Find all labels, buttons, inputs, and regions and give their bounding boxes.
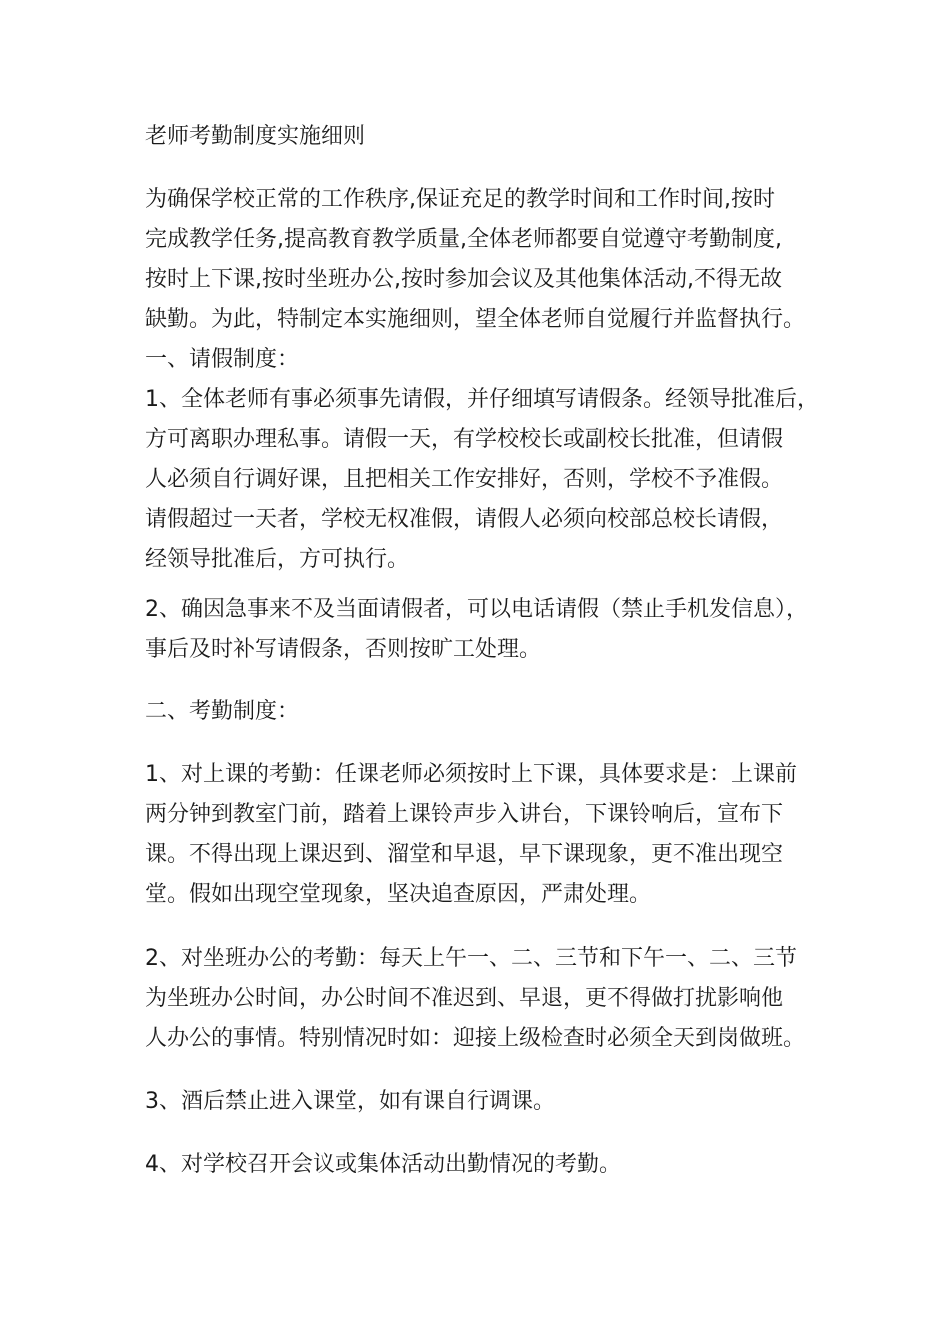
section1-item1-line-4: 请假超过一天者，学校无权准假，请假人必须向校部总校长请假， — [145, 507, 784, 532]
section1-item1-line-5: 经领导批准后，方可执行。 — [145, 547, 410, 572]
section2-item2-line-2: 为坐班办公时间，办公时间不准迟到、早退，更不得做打扰影响他 — [145, 986, 784, 1011]
intro-line-3: 按时上下课,按时坐班办公,按时参加会议及其他集体活动,不得无故 — [145, 267, 782, 292]
section2-item3: 3、酒后禁止进入课堂，如有课自行调课。 — [145, 1089, 555, 1114]
section1-heading: 一、请假制度： — [145, 347, 300, 372]
section2-heading: 二、考勤制度： — [145, 699, 300, 724]
section1-item2-line-1: 2、确因急事来不及当面请假者，可以电话请假（禁止手机发信息）， — [145, 597, 808, 622]
section2-item4: 4、对学校召开会议或集体活动出勤情况的考勤。 — [145, 1152, 621, 1177]
section2-item1-line-3: 课。不得出现上课迟到、溜堂和早退，早下课现象，更不准出现空 — [145, 842, 784, 867]
intro-line-4: 缺勤。为此，特制定本实施细则，望全体老师自觉履行并监督执行。 — [145, 307, 806, 332]
intro-line-2: 完成教学任务,提高教育教学质量,全体老师都要自觉遵守考勤制度, — [145, 227, 782, 252]
section2-item2-line-1: 2、对坐班办公的考勤：每天上午一、二、三节和下午一、二、三节 — [145, 946, 797, 971]
section1-item1-line-3: 人必须自行调好课，且把相关工作安排好，否则，学校不予准假。 — [145, 467, 784, 492]
section2-item1-line-4: 堂。假如出现空堂现象，坚决追查原因，严肃处理。 — [145, 882, 652, 907]
section1-item2-line-2: 事后及时补写请假条，否则按旷工处理。 — [145, 637, 542, 662]
intro-line-1: 为确保学校正常的工作秩序,保证充足的教学时间和工作时间,按时 — [145, 187, 775, 212]
section2-item2-line-3: 人办公的事情。特别情况时如：迎接上级检查时必须全天到岗做班。 — [145, 1026, 806, 1051]
section2-item1-line-1: 1、对上课的考勤：任课老师必须按时上下课，具体要求是：上课前 — [145, 762, 797, 787]
document-title: 老师考勤制度实施细则 — [145, 124, 366, 149]
section1-item1-line-1: 1、全体老师有事必须事先请假，并仔细填写请假条。经领导批准后， — [145, 387, 819, 412]
section1-item1-line-2: 方可离职办理私事。请假一天，有学校校长或副校长批准，但请假 — [145, 427, 784, 452]
section2-item1-line-2: 两分钟到教室门前，踏着上课铃声步入讲台，下课铃响后，宣布下 — [145, 802, 784, 827]
